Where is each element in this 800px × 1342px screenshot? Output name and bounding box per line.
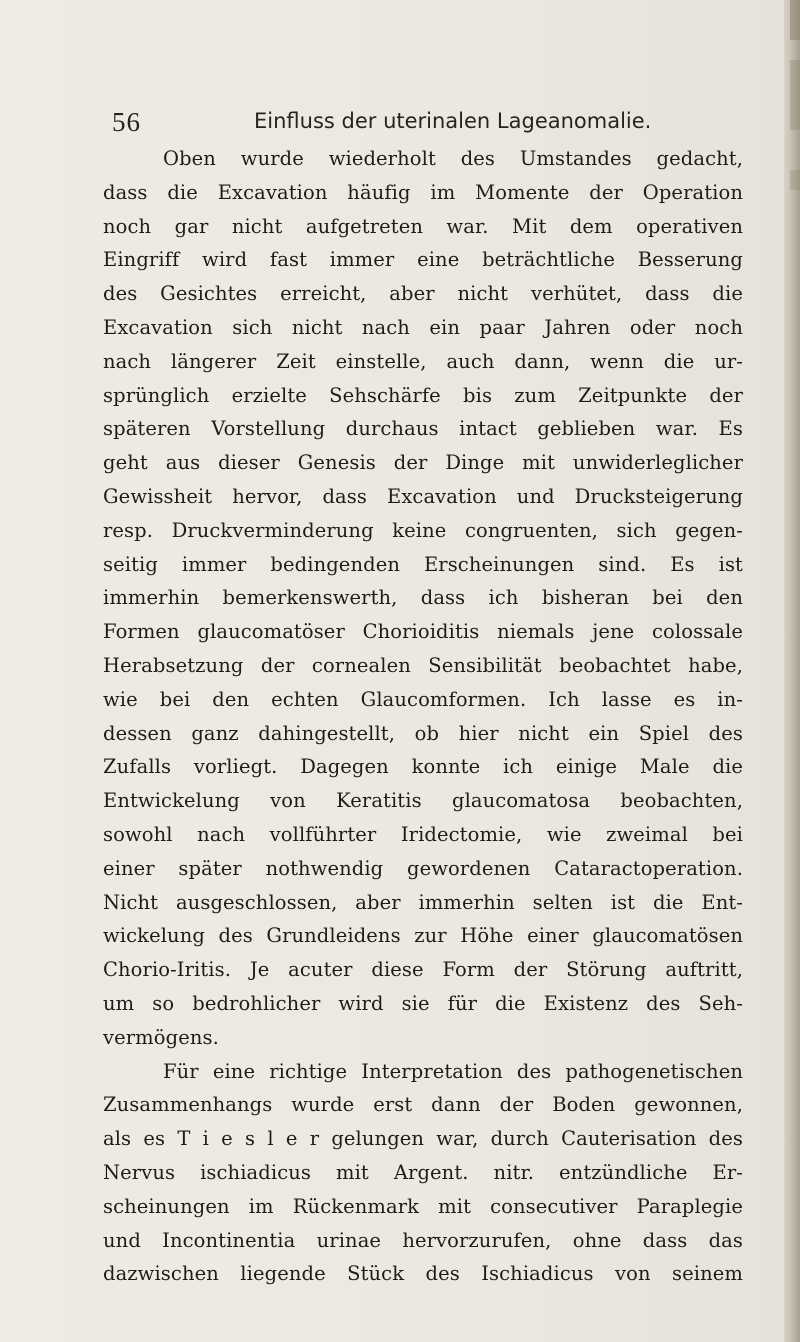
body-text: [103, 142, 743, 1291]
text-line: vermögens.: [103, 1025, 219, 1049]
text-line: Für eine richtige Interpretation des pathogenetischen: [163, 1059, 743, 1083]
text-line: um so bedrohlicher wird sie für die Existenz des Seh-: [103, 991, 743, 1015]
page-number: 56: [112, 107, 141, 137]
text-line: Zusammenhangs wurde erst dann der Boden gewonnen,: [103, 1093, 743, 1117]
edge-stain: [790, 60, 800, 130]
text-line: nach längerer Zeit einstelle, auch dann, wenn die ur-: [103, 349, 743, 373]
text-line: des Gesichtes erreicht, aber nicht verhütet, dass die: [103, 282, 743, 306]
text-line: Herabsetzung der cornealen Sensibilität beobachtet habe,: [103, 653, 743, 677]
text-line: wickelung des Grundleidens zur Höhe einer glaucomatösen: [103, 924, 743, 948]
text-line: Entwickelung von Keratitis glaucomatosa beobachten,: [103, 789, 743, 813]
text-line: Chorio-Iritis. Je acuter diese Form der Störung auftritt,: [103, 958, 743, 982]
text-line: Oben wurde wiederholt des Umstandes gedacht,: [163, 147, 743, 170]
text-line: und Incontinentia urinae hervorzurufen, ohne dass das: [103, 1228, 743, 1252]
text-line: Nervus ischiadicus mit Argent. nitr. entzündliche Er-: [103, 1160, 743, 1184]
page-header: [112, 104, 752, 144]
text-line: dazwischen liegende Stück des Ischiadicus von seinem: [103, 1262, 743, 1286]
text-line: Nicht ausgeschlossen, aber immerhin selten ist die Ent-: [103, 890, 743, 914]
text-line: resp. Druckverminderung keine congruenten, sich gegen-: [103, 518, 743, 542]
text-line: Zufalls vorliegt. Dagegen konnte ich einige Male die: [103, 755, 743, 779]
text-line: noch gar nicht aufgetreten war. Mit dem operativen: [103, 214, 743, 238]
text-line: scheinungen im Rückenmark mit consecutiver Paraplegie: [103, 1194, 743, 1218]
text-line: späteren Vorstellung durchaus intact geblieben war. Es: [103, 417, 743, 441]
text-line: Eingriff wird fast immer eine beträchtliche Besserung: [103, 248, 743, 272]
text-line: Gewissheit hervor, dass Excavation und Drucksteigerung: [103, 484, 743, 508]
text-line: als es T i e s l e r gelungen war, durch Cauterisation des: [103, 1127, 743, 1151]
text-line: dass die Excavation häufig im Momente der Operation: [103, 180, 743, 204]
running-head: Einfluss der uterinalen Lageanomalie.: [254, 109, 652, 133]
text-line: wie bei den echten Glaucomformen. Ich lasse es in-: [103, 687, 743, 711]
text-line: Formen glaucomatöser Chorioiditis niemals jene colossale: [103, 620, 743, 644]
text-line: immerhin bemerkenswerth, dass ich bisheran bei den: [103, 586, 743, 610]
text-line: einer später nothwendig gewordenen Cataractoperation.: [103, 856, 743, 880]
edge-stain: [790, 0, 800, 40]
page-edge-shadow: [784, 0, 800, 1342]
text-line: seitig immer bedingenden Erscheinungen sind. Es ist: [103, 552, 743, 576]
edge-stain: [790, 170, 800, 190]
text-line: Excavation sich nicht nach ein paar Jahren oder noch: [103, 315, 743, 339]
text-line: geht aus dieser Genesis der Dinge mit unwiderleglicher: [103, 451, 743, 475]
text-line: sprünglich erzielte Sehschärfe bis zum Zeitpunkte der: [103, 383, 743, 407]
text-line: dessen ganz dahingestellt, ob hier nicht ein Spiel des: [103, 721, 743, 745]
text-line: sowohl nach vollführter Iridectomie, wie zweimal bei: [103, 822, 743, 846]
